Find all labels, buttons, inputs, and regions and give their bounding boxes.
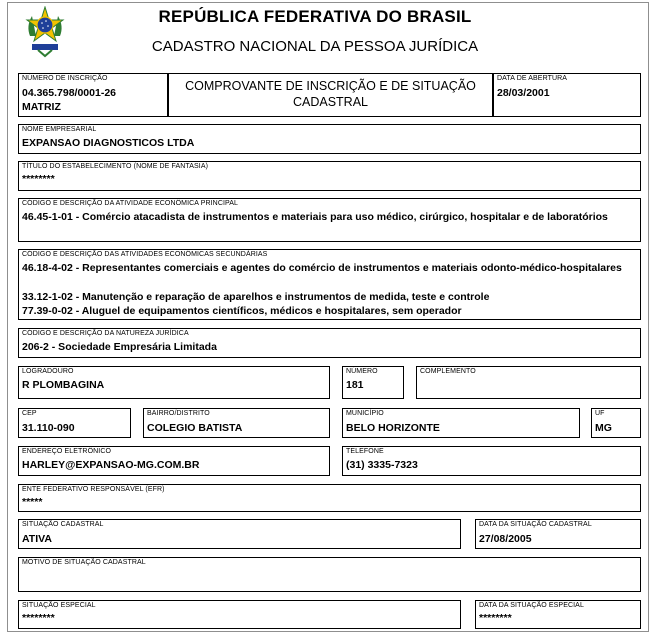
cep-label: CEP xyxy=(22,410,37,417)
data-situacao-box xyxy=(475,519,641,549)
telefone-value: (31) 3335-7323 xyxy=(346,459,418,471)
uf-label: UF xyxy=(595,410,605,417)
brasil-coat-of-arms-icon xyxy=(24,6,66,58)
numero-box xyxy=(342,366,404,399)
bairro-label: BAIRRO/DISTRITO xyxy=(147,410,210,417)
efr-value: ***** xyxy=(22,496,43,508)
matriz-value: MATRIZ xyxy=(22,101,61,113)
atividade-secundaria-1: 46.18-4-02 - Representantes comerciais e agentes do comércio de instrumentos e materiais odonto-médico-hospitalares xyxy=(22,262,622,274)
efr-label: ENTE FEDERATIVO RESPONSÁVEL (EFR) xyxy=(22,486,165,493)
numero-label: NÚMERO xyxy=(346,368,378,375)
numero-inscricao-value: 04.365.798/0001-26 xyxy=(22,87,117,99)
motivo-box xyxy=(18,557,641,592)
nome-empresarial-value: EXPANSAO DIAGNOSTICOS LTDA xyxy=(22,137,195,149)
natureza-juridica-box xyxy=(18,328,641,358)
atividades-secundarias-label: CÓDIGO E DESCRIÇÃO DAS ATIVIDADES ECONÔMICAS SECUNDÁRIAS xyxy=(22,251,268,258)
titulo-value: ******** xyxy=(22,173,55,185)
municipio-label: MUNICÍPIO xyxy=(346,410,384,417)
telefone-box xyxy=(342,446,641,476)
email-box xyxy=(18,446,330,476)
page-title: REPÚBLICA FEDERATIVA DO BRASIL xyxy=(158,7,472,26)
logradouro-box xyxy=(18,366,330,399)
cep-box xyxy=(18,408,131,438)
data-situacao-value: 27/08/2005 xyxy=(479,533,532,545)
atividades-secundarias-box xyxy=(18,249,641,320)
data-abertura-box xyxy=(493,73,641,117)
situacao-label: SITUAÇÃO CADASTRAL xyxy=(22,521,104,528)
atividade-principal-label: CÓDIGO E DESCRIÇÃO DA ATIVIDADE ECONÔMICA PRINCIPAL xyxy=(22,200,239,207)
municipio-box xyxy=(342,408,580,438)
page-subtitle: CADASTRO NACIONAL DA PESSOA JURÍDICA xyxy=(151,38,479,55)
municipio-value: BELO HORIZONTE xyxy=(346,422,440,434)
bairro-value: COLEGIO BATISTA xyxy=(147,422,243,434)
data-abertura-label: DATA DE ABERTURA xyxy=(497,75,568,82)
situacao-box xyxy=(18,519,461,549)
titulo-box xyxy=(18,161,641,191)
comprovante-title-box xyxy=(168,73,493,117)
bairro-box xyxy=(143,408,330,438)
titulo-label: TÍTULO DO ESTABELECIMENTO (NOME DE FANTASIA) xyxy=(22,163,209,170)
logradouro-value: R PLOMBAGINA xyxy=(22,379,105,391)
situacao-especial-label: SITUAÇÃO ESPECIAL xyxy=(22,602,96,609)
telefone-label: TELEFONE xyxy=(346,448,384,455)
logradouro-label: LOGRADOURO xyxy=(22,368,74,375)
numero-inscricao-label: NÚMERO DE INSCRIÇÃO xyxy=(22,75,108,82)
cep-value: 31.110-090 xyxy=(22,422,75,434)
complemento-box xyxy=(416,366,641,399)
natureza-juridica-label: CÓDIGO E DESCRIÇÃO DA NATUREZA JURÍDICA xyxy=(22,330,189,337)
situacao-especial-value: ******** xyxy=(22,612,55,624)
atividade-secundaria-2: 33.12-1-02 - Manutenção e reparação de aparelhos e instrumentos de medida, teste e controle xyxy=(22,291,490,303)
atividade-principal-value: 46.45-1-01 - Comércio atacadista de instrumentos e materiais para uso médico, cirúrgico, hospitalar e de laboratórios xyxy=(22,211,608,223)
numero-value: 181 xyxy=(346,379,364,391)
data-situacao-especial-box xyxy=(475,600,641,629)
natureza-juridica-value: 206-2 - Sociedade Empresária Limitada xyxy=(22,341,217,353)
data-abertura-value: 28/03/2001 xyxy=(497,87,550,99)
uf-value: MG xyxy=(595,422,612,434)
data-situacao-especial-label: DATA DA SITUAÇÃO ESPECIAL xyxy=(479,602,584,609)
email-label: ENDEREÇO ELETRÔNICO xyxy=(22,448,112,455)
document-title: COMPROVANTE DE INSCRIÇÃO E DE SITUAÇÃO CADASTRAL xyxy=(185,79,476,109)
complemento-label: COMPLEMENTO xyxy=(420,368,476,375)
motivo-label: MOTIVO DE SITUAÇÃO CADASTRAL xyxy=(22,559,146,566)
nome-empresarial-box xyxy=(18,124,641,154)
atividade-principal-box xyxy=(18,198,641,242)
efr-box xyxy=(18,484,641,512)
data-situacao-label: DATA DA SITUAÇÃO CADASTRAL xyxy=(479,521,592,528)
data-situacao-especial-value: ******** xyxy=(479,612,512,624)
nome-empresarial-label: NOME EMPRESARIAL xyxy=(22,126,97,133)
numero-inscricao-box xyxy=(18,73,168,117)
email-value: HARLEY@EXPANSAO-MG.COM.BR xyxy=(22,459,200,471)
situacao-value: ATIVA xyxy=(22,533,52,545)
atividade-secundaria-3: 77.39-0-02 - Aluguel de equipamentos científicos, médicos e hospitalares, sem operador xyxy=(22,305,462,317)
situacao-especial-box xyxy=(18,600,461,629)
uf-box xyxy=(591,408,641,438)
